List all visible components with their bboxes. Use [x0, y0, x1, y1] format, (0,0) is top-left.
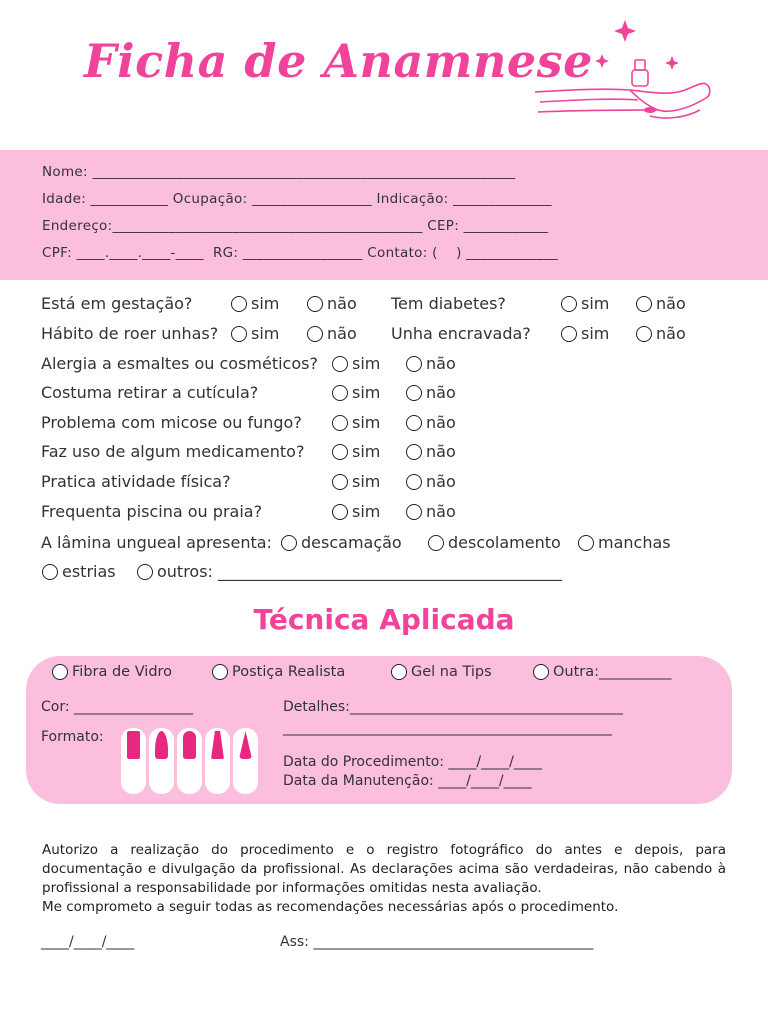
gestation-no-option[interactable]: não [307, 294, 357, 313]
flaking-option[interactable]: descamação [281, 533, 402, 552]
diabetes-yes-option[interactable]: sim [561, 294, 609, 313]
details-field-line2[interactable]: _______________________________________________ [283, 720, 612, 736]
fiberglass-option[interactable]: Fibra de Vidro [52, 664, 172, 680]
gel-tips-option[interactable]: Gel na Tips [391, 664, 492, 680]
radio-circle[interactable] [406, 474, 422, 490]
radio-circle[interactable] [406, 356, 422, 372]
cuticle-yes-option[interactable]: sim [332, 383, 380, 402]
hand-with-nail-polish-icon [530, 18, 720, 128]
radio-circle[interactable] [561, 326, 577, 342]
stains-option[interactable]: manchas [578, 533, 671, 552]
technique-title: Técnica Aplicada [253, 603, 515, 636]
ingrown-nail-no-option[interactable]: não [636, 324, 686, 343]
details-field[interactable]: Detalhes:_______________________________________ [283, 699, 623, 715]
procedure-date-field[interactable]: Data do Procedimento: ____/____/____ [283, 754, 542, 770]
question-pool-beach: Frequenta piscina ou praia? [41, 502, 263, 521]
question-allergy: Alergia a esmaltes ou cosméticos? [41, 354, 318, 373]
radio-circle[interactable] [391, 664, 407, 680]
question-ingrown-nail: Unha encravada? [391, 324, 531, 343]
radio-circle[interactable] [406, 444, 422, 460]
question-fungus: Problema com micose ou fungo? [41, 413, 302, 432]
ingrown-nail-yes-option[interactable]: sim [561, 324, 609, 343]
nail-shape-oval[interactable] [177, 728, 202, 794]
radio-circle[interactable] [332, 385, 348, 401]
question-medication: Faz uso de algum medicamento? [41, 442, 305, 461]
format-label: Formato: [41, 729, 104, 745]
question-nail-plate: A lâmina ungueal apresenta: [41, 533, 272, 552]
radio-circle[interactable] [332, 474, 348, 490]
radio-circle[interactable] [406, 385, 422, 401]
radio-circle[interactable] [406, 415, 422, 431]
color-field[interactable]: Cor: _________________ [41, 699, 194, 715]
radio-circle[interactable] [636, 326, 652, 342]
question-cuticle: Costuma retirar a cutícula? [41, 383, 259, 402]
radio-circle[interactable] [406, 504, 422, 520]
fungus-yes-option[interactable]: sim [332, 413, 380, 432]
radio-circle[interactable] [561, 296, 577, 312]
exercise-yes-option[interactable]: sim [332, 472, 380, 491]
maintenance-date-field[interactable]: Data da Manutenção: ____/____/____ [283, 773, 532, 789]
nail-shape-coffin[interactable] [205, 728, 230, 794]
realistic-tip-option[interactable]: Postiça Realista [212, 664, 345, 680]
question-diabetes: Tem diabetes? [391, 294, 506, 313]
commitment-paragraph: Me comprometo a seguir todas as recomendações necessárias após o procedimento. [42, 899, 619, 915]
nail-shape-square[interactable] [121, 728, 146, 794]
radio-circle[interactable] [212, 664, 228, 680]
radio-circle[interactable] [231, 296, 247, 312]
radio-circle[interactable] [332, 444, 348, 460]
others-option[interactable]: outros: ___________________________________________ [137, 562, 562, 581]
nail-biting-yes-option[interactable]: sim [231, 324, 279, 343]
nail-tip [155, 731, 168, 759]
radio-circle[interactable] [52, 664, 68, 680]
consent-text [42, 841, 726, 917]
nail-tip [211, 731, 224, 759]
signature-field[interactable]: Ass: ________________________________________ [280, 934, 594, 950]
nail-biting-no-option[interactable]: não [307, 324, 357, 343]
question-exercise: Pratica atividade física? [41, 472, 231, 491]
pool-beach-no-option[interactable]: não [406, 502, 456, 521]
striations-option[interactable]: estrias [42, 562, 116, 581]
radio-circle[interactable] [578, 535, 594, 551]
diabetes-no-option[interactable]: não [636, 294, 686, 313]
radio-circle[interactable] [332, 415, 348, 431]
radio-circle[interactable] [636, 296, 652, 312]
question-gestation: Está em gestação? [41, 294, 193, 313]
nail-shape-almond[interactable] [149, 728, 174, 794]
exercise-no-option[interactable]: não [406, 472, 456, 491]
radio-circle[interactable] [332, 504, 348, 520]
pool-beach-yes-option[interactable]: sim [332, 502, 380, 521]
radio-circle[interactable] [42, 564, 58, 580]
fungus-no-option[interactable]: não [406, 413, 456, 432]
nail-tip [183, 731, 196, 759]
page-title: Ficha de Anamnese [84, 34, 593, 88]
allergy-yes-option[interactable]: sim [332, 354, 380, 373]
detachment-option[interactable]: descolamento [428, 533, 561, 552]
medication-no-option[interactable]: não [406, 442, 456, 461]
nail-shape-stiletto[interactable] [233, 728, 258, 794]
medication-yes-option[interactable]: sim [332, 442, 380, 461]
allergy-no-option[interactable]: não [406, 354, 456, 373]
radio-circle[interactable] [307, 326, 323, 342]
other-technique-option[interactable]: Outra:__________ [533, 664, 672, 680]
radio-circle[interactable] [307, 296, 323, 312]
consent-paragraph: Autorizo a realização do procedimento e o registro fotográfico do antes e depois, para documentação e divulgação da profissional. As declarações acima são verdadeiras, não cabendo à profissional a responsabilidade por informações omitidas nesta avaliação. [42, 842, 726, 896]
radio-circle[interactable] [428, 535, 444, 551]
name-field[interactable]: Nome: ____________________________________________________________ [42, 164, 516, 180]
radio-circle[interactable] [332, 356, 348, 372]
nail-tip [127, 731, 140, 759]
signature-date-field[interactable]: ____/____/____ [41, 934, 135, 950]
gestation-yes-option[interactable]: sim [231, 294, 279, 313]
nail-tip [239, 731, 252, 759]
radio-circle[interactable] [137, 564, 153, 580]
radio-circle[interactable] [231, 326, 247, 342]
address-cep-fields[interactable]: Endereço:____________________________________________ CEP: ____________ [42, 218, 549, 234]
age-occupation-referral-fields[interactable]: Idade: ___________ Ocupação: _________________ Indicação: ______________ [42, 191, 552, 207]
question-nail-biting: Hábito de roer unhas? [41, 324, 219, 343]
cuticle-no-option[interactable]: não [406, 383, 456, 402]
radio-circle[interactable] [533, 664, 549, 680]
cpf-rg-contact-fields[interactable]: CPF: ____.____.____-____ RG: _________________ Contato: ( ) _____________ [42, 245, 558, 261]
radio-circle[interactable] [281, 535, 297, 551]
